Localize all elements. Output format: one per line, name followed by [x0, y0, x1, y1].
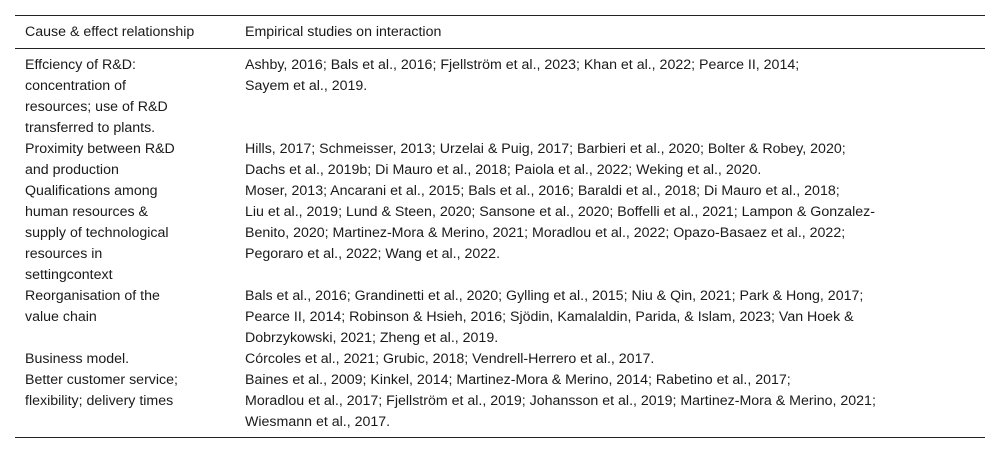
references-table-container: [15, 15, 985, 438]
header-row: [15, 16, 985, 49]
studies-line: Sayem et al., 2019.: [245, 78, 368, 94]
cause-cell: [15, 181, 235, 286]
studies-line: Moser, 2013; Ancarani et al., 2015; Bals et al., 2016; Baraldi et al., 2018; Di Mauro et al., 2018;: [245, 183, 840, 199]
studies-cell: [235, 181, 985, 286]
cause-line: settingcontext: [25, 267, 113, 283]
studies-line: Baines et al., 2009; Kinkel, 2014; Martinez-Mora & Merino, 2014; Rabetino et al., 2017;: [245, 372, 791, 388]
cause-line: transferred to plants.: [25, 120, 156, 136]
cause-cell: [15, 370, 235, 438]
table-body: [15, 49, 985, 438]
studies-line: Pegoraro et al., 2022; Wang et al., 2022.: [245, 246, 501, 262]
cause-line: human resources &: [25, 204, 149, 220]
header-cause: Cause & effect relationship: [15, 16, 235, 49]
cause-line: Better customer service;: [25, 372, 178, 388]
cause-line: and production: [25, 162, 119, 178]
studies-line: Moradlou et al., 2017; Fjellström et al., 2019; Johansson et al., 2019; Martinez-Mora & Merino, 2021;: [245, 393, 876, 409]
studies-line: Hills, 2017; Schmeisser, 2013; Urzelai & Puig, 2017; Barbieri et al., 2020; Bolter & Robey, 2020;: [245, 141, 846, 157]
studies-line: Wiesmann et al., 2017.: [245, 414, 391, 430]
references-table: [15, 15, 985, 438]
studies-line: Córcoles et al., 2021; Grubic, 2018; Vendrell-Herrero et al., 2017.: [245, 351, 655, 367]
studies-line: Dachs et al., 2019b; Di Mauro et al., 2018; Paiola et al., 2022; Weking et al., 2020.: [245, 162, 762, 178]
table-row: [15, 286, 985, 349]
cause-line: Qualifications among: [25, 183, 158, 199]
studies-cell: [235, 286, 985, 349]
table-row: [15, 139, 985, 181]
studies-cell: [235, 370, 985, 438]
header-studies: Empirical studies on interaction: [235, 16, 985, 49]
cause-line: flexibility; delivery times: [25, 393, 174, 409]
cause-line: Reorganisation of the: [25, 288, 160, 304]
cause-cell: [15, 49, 235, 140]
cause-line: resources in: [25, 246, 103, 262]
studies-line: Ashby, 2016; Bals et al., 2016; Fjellström et al., 2023; Khan et al., 2022; Pearce II, 2014;: [245, 57, 800, 73]
cause-line: concentration of: [25, 78, 126, 94]
table-row: [15, 181, 985, 286]
studies-cell: [235, 349, 985, 370]
cause-cell: [15, 286, 235, 349]
table-row: [15, 370, 985, 438]
cause-line: resources; use of R&D: [25, 99, 168, 115]
studies-cell: [235, 49, 985, 140]
cause-line: Effciency of R&D:: [25, 57, 136, 73]
table-header: [15, 16, 985, 49]
studies-line: Dobrzykowski, 2021; Zheng et al., 2019.: [245, 330, 499, 346]
studies-line: Benito, 2020; Martinez-Mora & Merino, 2021; Moradlou et al., 2022; Opazo-Basaez et al., 2022;: [245, 225, 846, 241]
cause-cell: [15, 139, 235, 181]
studies-cell: [235, 139, 985, 181]
table-row: [15, 49, 985, 140]
cause-line: Proximity between R&D: [25, 141, 175, 157]
studies-line: Liu et al., 2019; Lund & Steen, 2020; Sansone et al., 2020; Boffelli et al., 2021; Lampon & Gonzalez-: [245, 204, 875, 220]
table-row: [15, 349, 985, 370]
studies-line: Bals et al., 2016; Grandinetti et al., 2020; Gylling et al., 2015; Niu & Qin, 2021; Park & Hong, 2017;: [245, 288, 864, 304]
cause-cell: [15, 349, 235, 370]
studies-line: Pearce II, 2014; Robinson & Hsieh, 2016; Sjödin, Kamalaldin, Parida, & Islam, 2023; Van Hoek &: [245, 309, 854, 325]
cause-line: value chain: [25, 309, 97, 325]
cause-line: supply of technological: [25, 225, 169, 241]
cause-line: Business model.: [25, 351, 130, 367]
